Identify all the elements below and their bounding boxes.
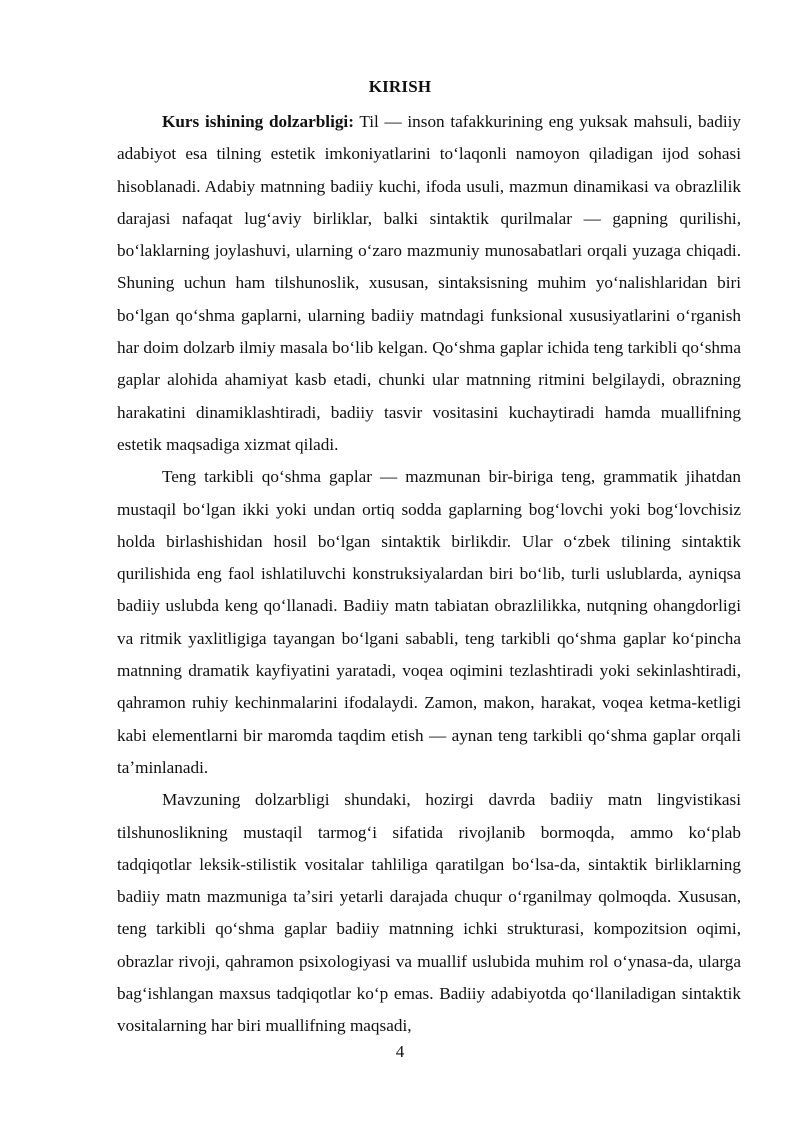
body-text	[117, 106, 741, 1043]
paragraph-topic-relevance: Mavzuning dolzarbligi shundaki, hozirgi davrda badiiy matn lingvistikasi tilshunoslikning mustaqil tarmogʻi sifatida rivojlanib bormoqda, ammo koʻplab tadqiqotlar leksik-stilistik vositalar tahliliga qaratilgan boʻlsa-da, sintaktik birliklarning badiiy matn mazmuniga taʼsiri yetarli darajada chuqur oʻrganilmay qolmoqda. Xususan, teng tarkibli qoʻshma gaplar badiiy matnning ichki strukturasi, kompozitsion oqimi, obrazlar rivoji, qahramon psixologiyasi va muallif uslubida muhim rol oʻynasa-da, ularga bagʻishlangan maxsus tadqiqotlar koʻp emas. Badiiy adabiyotda qoʻllaniladigan sintaktik vositalarning har biri muallifning maqsadi,	[117, 790, 741, 1036]
paragraph-text: Til — inson tafakkurining eng yuksak mahsuli, badiiy adabiyot esa tilning estetik imkoniyatlarini toʻlaqonli namoyon qiladigan ijod sohasi hisoblanadi. Adabiy matnning badiiy kuchi, ifoda usuli, mazmun dinamikasi va obrazlilik darajasi nafaqat lugʻaviy birliklar, balki sintaktik qurilmalar — gapning qurilishi, boʻlaklarning joylashuvi, ularning oʻzaro mazmuniy munosabatlari orqali yuzaga chiqadi. Shuning uchun ham tilshunoslik, xususan, sintaksisning muhim yoʻnalishlaridan biri boʻlgan qoʻshma gaplarni, ularning badiiy matndagi funksional xususiyatlarini oʻrganish har doim dolzarb ilmiy masala boʻlib kelgan. Qoʻshma gaplar ichida teng tarkibli qoʻshma gaplar alohida ahamiyat kasb etadi, chunki ular matnning ritmini belgilaydi, obrazning harakatini dinamiklashtiradi, badiiy tasvir vositasini kuchaytiradi hamda muallifning estetik maqsadiga xizmat qiladi.	[117, 112, 741, 454]
paragraph-lead: Kurs ishining dolzarbligi:	[162, 112, 354, 131]
paragraph-relevance	[117, 106, 741, 461]
section-heading: KIRISH	[368, 77, 432, 96]
paragraph-definition: Teng tarkibli qoʻshma gaplar — mazmunan bir-biriga teng, grammatik jihatdan mustaqil boʻlgan ikki yoki undan ortiq sodda gaplarning bogʻlovchi yoki bogʻlovchisiz holda birlashishidan hosil boʻlgan sintaktik birlikdir. Ular oʻzbek tilining sintaktik qurilishida eng faol ishlatiluvchi konstruksiyalardan biri boʻlib, turli uslublarda, ayniqsa badiiy uslubda keng qoʻllanadi. Badiiy matn tabiatan obrazlilikka, nutqning ohangdorligi va ritmik yaxlitligiga tayangan boʻlgani sababli, teng tarkibli qoʻshma gaplar koʻpincha matnning dramatik kayfiyatini yaratadi, voqea oqimini tezlashtiradi yoki sekinlashtiradi, qahramon ruhiy kechinmalarini ifodalaydi. Zamon, makon, harakat, voqea ketma-ketligi kabi elementlarni bir maromda taqdim etish — aynan teng tarkibli qoʻshma gaplar orqali taʼminlanadi.	[117, 467, 741, 777]
page-number: 4	[395, 1042, 405, 1061]
